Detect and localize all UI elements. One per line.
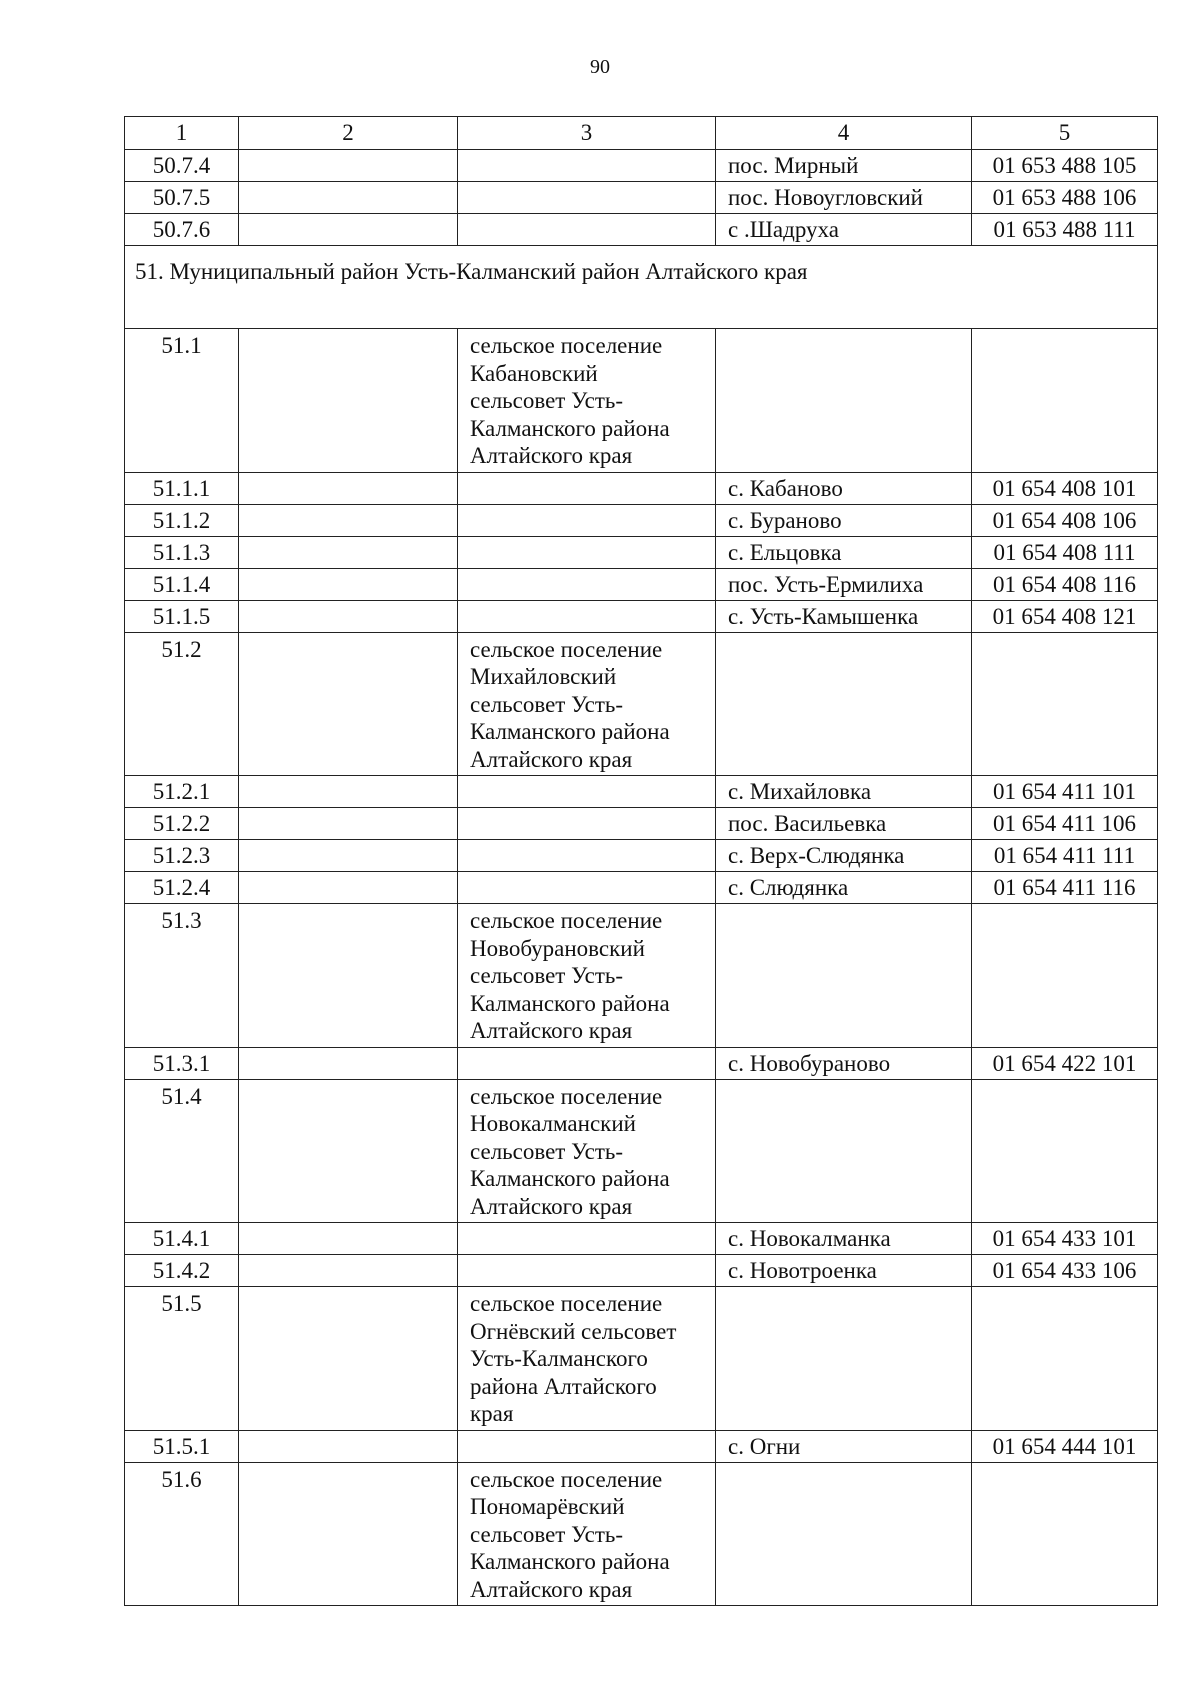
settlement-name-line: сельское поселение: [470, 636, 663, 662]
table-row: [125, 504, 1158, 536]
settlement-name-line: сельское поселение: [470, 333, 663, 358]
row-number-cell: 51.2.3: [125, 840, 239, 872]
page-number: 90: [590, 56, 610, 78]
settlement-name-line: сельсовет Усть-: [470, 963, 624, 988]
row-number-cell: 50.7.5: [125, 182, 239, 214]
code-cell: 01 653 488 111: [972, 214, 1158, 246]
code-cell: 01 654 411 101: [972, 776, 1158, 808]
code-cell: [972, 1287, 1158, 1431]
settlement-name-line: Кабановский: [470, 360, 598, 386]
settlement-name-line: сельсовет Усть-: [470, 388, 624, 413]
row-number-cell: 51.1.4: [125, 568, 239, 600]
row-number-cell: 51.3: [125, 904, 239, 1048]
locality-cell: [716, 904, 972, 1048]
settlement-name-cell: [458, 1287, 716, 1431]
locality-cell: с. Новотроенка: [716, 1255, 972, 1287]
settlement-name-line: Алтайского края: [470, 1018, 633, 1043]
settlement-name-line: сельсовет Усть-: [470, 1138, 624, 1164]
table-row: [125, 182, 1158, 214]
row-number-cell: 51.1.1: [125, 472, 239, 504]
column-header: 3: [458, 117, 716, 150]
code-cell: [972, 1462, 1158, 1606]
table-row: [125, 536, 1158, 568]
code-cell: 01 654 408 116: [972, 568, 1158, 600]
row-number-cell: 51.4: [125, 1079, 239, 1223]
table-row: [125, 1223, 1158, 1255]
row-number-cell: 51.5: [125, 1287, 239, 1431]
table-row: [125, 600, 1158, 632]
settlement-name-line: сельсовет Усть-: [470, 1521, 624, 1547]
settlement-name-cell: [458, 504, 716, 536]
settlement-name-line: Алтайского края: [470, 1193, 633, 1219]
section-heading: 51. Муниципальный район Усть-Калманский район Алтайского края: [125, 246, 1158, 329]
locality-cell: пос. Усть-Ермилиха: [716, 568, 972, 600]
column-2-cell: [239, 840, 458, 872]
locality-cell: с. Новобураново: [716, 1047, 972, 1079]
settlement-row: [125, 1079, 1158, 1223]
locality-cell: [716, 329, 972, 473]
settlement-name-cell: [458, 568, 716, 600]
settlement-name-line: Алтайского края: [470, 746, 633, 772]
settlement-name-line: сельское поселение: [470, 1466, 663, 1492]
table-row: [125, 472, 1158, 504]
row-number-cell: 51.3.1: [125, 1047, 239, 1079]
locality-cell: [716, 1079, 972, 1223]
settlement-name-line: Калманского района: [470, 990, 670, 1016]
column-2-cell: [239, 472, 458, 504]
code-cell: 01 654 408 121: [972, 600, 1158, 632]
column-header: 2: [239, 117, 458, 150]
locality-cell: [716, 632, 972, 776]
settlement-row: [125, 329, 1158, 473]
column-2-cell: [239, 904, 458, 1048]
locality-cell: с. Новокалманка: [716, 1223, 972, 1255]
code-cell: 01 654 433 106: [972, 1255, 1158, 1287]
column-2-cell: [239, 568, 458, 600]
settlement-name-cell: [458, 1079, 716, 1223]
settlement-row: [125, 1287, 1158, 1431]
locality-cell: с .Шадруха: [716, 214, 972, 246]
code-cell: [972, 904, 1158, 1048]
settlement-row: [125, 904, 1158, 1048]
locality-cell: с. Михайловка: [716, 776, 972, 808]
settlement-name-cell: [458, 1430, 716, 1462]
settlement-name-line: Алтайского края: [470, 1576, 633, 1602]
column-2-cell: [239, 1079, 458, 1223]
column-2-cell: [239, 872, 458, 904]
row-number-cell: 51.1: [125, 329, 239, 473]
code-cell: 01 653 488 105: [972, 150, 1158, 182]
column-header: 5: [972, 117, 1158, 150]
settlement-name-line: края: [470, 1401, 514, 1426]
locality-cell: с. Кабаново: [716, 472, 972, 504]
settlement-name-cell: [458, 1223, 716, 1255]
locality-cell: [716, 1462, 972, 1606]
code-cell: 01 654 433 101: [972, 1223, 1158, 1255]
column-2-cell: [239, 1287, 458, 1431]
code-cell: 01 654 422 101: [972, 1047, 1158, 1079]
column-2-cell: [239, 182, 458, 214]
column-2-cell: [239, 329, 458, 473]
table-row: [125, 1047, 1158, 1079]
settlement-name-line: Огнёвский сельсовет: [470, 1318, 677, 1344]
locality-cell: с. Усть-Камышенка: [716, 600, 972, 632]
code-cell: 01 654 408 111: [972, 536, 1158, 568]
locality-cell: пос. Мирный: [716, 150, 972, 182]
settlement-name-line: Калманского района: [470, 719, 670, 744]
settlement-name-cell: [458, 904, 716, 1048]
row-number-cell: 50.7.6: [125, 214, 239, 246]
settlement-name-cell: [458, 1462, 716, 1606]
settlement-name-line: Усть-Калманского: [470, 1346, 648, 1371]
settlement-name-cell: [458, 472, 716, 504]
column-2-cell: [239, 150, 458, 182]
code-cell: [972, 632, 1158, 776]
table-row: [125, 776, 1158, 808]
row-number-cell: 51.1.2: [125, 504, 239, 536]
table-row: [125, 1255, 1158, 1287]
code-cell: 01 654 411 106: [972, 808, 1158, 840]
settlement-name-cell: [458, 182, 716, 214]
table-body: [125, 150, 1158, 1606]
settlement-name-cell: [458, 329, 716, 473]
settlement-name-cell: [458, 840, 716, 872]
locality-cell: [716, 1287, 972, 1431]
row-number-cell: 51.1.5: [125, 600, 239, 632]
settlement-name-cell: [458, 1047, 716, 1079]
row-number-cell: 51.2: [125, 632, 239, 776]
settlement-row: [125, 632, 1158, 776]
row-number-cell: 51.2.2: [125, 808, 239, 840]
row-number-cell: 51.4.1: [125, 1223, 239, 1255]
column-2-cell: [239, 632, 458, 776]
settlement-name-line: Новобурановский: [470, 935, 645, 961]
row-number-cell: 51.5.1: [125, 1430, 239, 1462]
settlement-name-cell: [458, 776, 716, 808]
column-2-cell: [239, 600, 458, 632]
settlement-name-line: сельское поселение: [470, 1291, 663, 1316]
settlement-name-line: сельское поселение: [470, 908, 663, 933]
table-row: [125, 214, 1158, 246]
settlement-name-line: района Алтайского: [470, 1373, 657, 1399]
settlement-name-line: Калманского района: [470, 1549, 670, 1574]
table-row: [125, 568, 1158, 600]
locality-cell: пос. Васильевка: [716, 808, 972, 840]
code-cell: 01 653 488 106: [972, 182, 1158, 214]
table-header-row: [125, 117, 1158, 150]
settlements-table: [124, 116, 1158, 1606]
settlement-name-line: сельсовет Усть-: [470, 691, 624, 717]
column-2-cell: [239, 776, 458, 808]
column-2-cell: [239, 1430, 458, 1462]
table-row: [125, 808, 1158, 840]
locality-cell: с. Верх-Слюдянка: [716, 840, 972, 872]
row-number-cell: 51.4.2: [125, 1255, 239, 1287]
table-row: [125, 150, 1158, 182]
settlement-name-cell: [458, 872, 716, 904]
column-2-cell: [239, 214, 458, 246]
row-number-cell: 51.6: [125, 1462, 239, 1606]
settlement-name-cell: [458, 632, 716, 776]
table-row: [125, 840, 1158, 872]
locality-cell: пос. Новоугловский: [716, 182, 972, 214]
column-2-cell: [239, 808, 458, 840]
code-cell: [972, 1079, 1158, 1223]
settlement-name-line: Пономарёвский: [470, 1494, 625, 1519]
column-header: 1: [125, 117, 239, 150]
settlement-name-cell: [458, 808, 716, 840]
column-2-cell: [239, 1047, 458, 1079]
settlement-name-cell: [458, 214, 716, 246]
row-number-cell: 51.2.4: [125, 872, 239, 904]
settlement-name-cell: [458, 150, 716, 182]
column-2-cell: [239, 504, 458, 536]
settlement-name-line: Калманского района: [470, 415, 670, 441]
settlement-name-line: сельское поселение: [470, 1083, 663, 1109]
locality-cell: с. Бураново: [716, 504, 972, 536]
row-number-cell: 50.7.4: [125, 150, 239, 182]
column-2-cell: [239, 536, 458, 568]
locality-cell: с. Слюдянка: [716, 872, 972, 904]
settlement-name-cell: [458, 536, 716, 568]
column-header: 4: [716, 117, 972, 150]
settlement-row: [125, 1462, 1158, 1606]
row-number-cell: 51.2.1: [125, 776, 239, 808]
table-row: [125, 872, 1158, 904]
settlement-name-line: Новокалманский: [470, 1111, 636, 1136]
settlement-name-line: Калманского района: [470, 1166, 670, 1191]
code-cell: 01 654 411 111: [972, 840, 1158, 872]
table-row: [125, 1430, 1158, 1462]
code-cell: [972, 329, 1158, 473]
locality-cell: с. Огни: [716, 1430, 972, 1462]
section-heading-row: [125, 246, 1158, 329]
code-cell: 01 654 411 116: [972, 872, 1158, 904]
settlement-name-line: Михайловский: [470, 664, 617, 689]
code-cell: 01 654 408 106: [972, 504, 1158, 536]
settlement-name-cell: [458, 1255, 716, 1287]
column-2-cell: [239, 1223, 458, 1255]
row-number-cell: 51.1.3: [125, 536, 239, 568]
code-cell: 01 654 408 101: [972, 472, 1158, 504]
settlement-name-cell: [458, 600, 716, 632]
code-cell: 01 654 444 101: [972, 1430, 1158, 1462]
column-2-cell: [239, 1255, 458, 1287]
locality-cell: с. Ельцовка: [716, 536, 972, 568]
settlement-name-line: Алтайского края: [470, 443, 633, 468]
column-2-cell: [239, 1462, 458, 1606]
